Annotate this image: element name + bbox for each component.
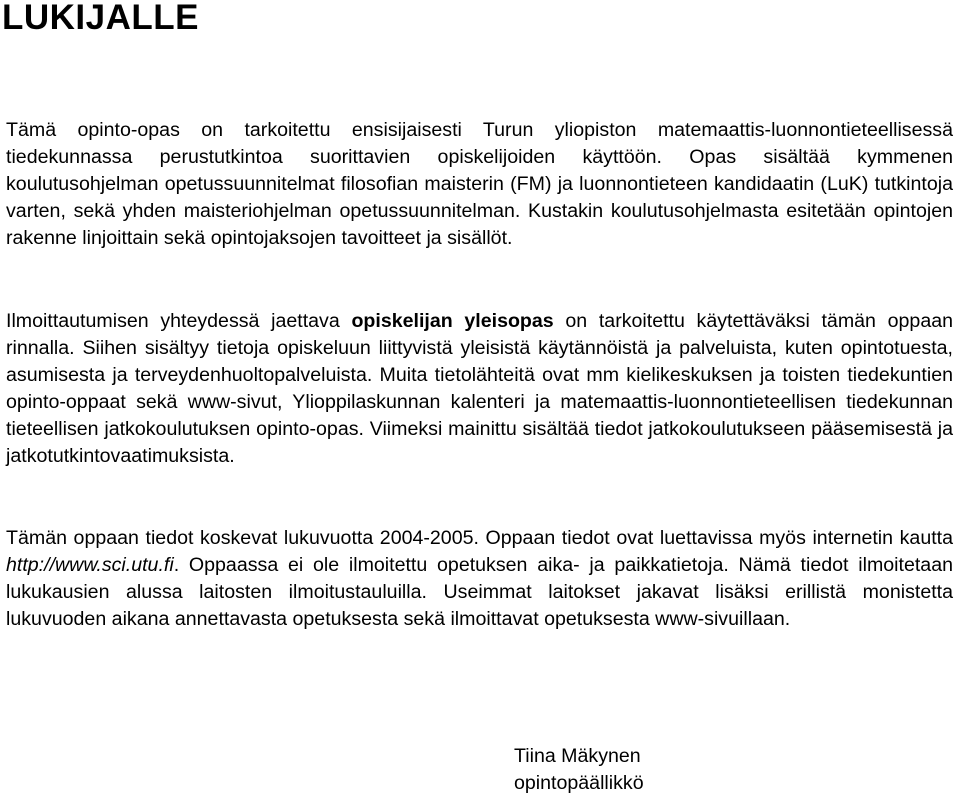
signature-block xyxy=(514,743,644,797)
website-link[interactable]: http://www.sci.utu.fi xyxy=(6,554,174,576)
intro-paragraph xyxy=(6,117,953,252)
signature-name: Tiina Mäkynen xyxy=(514,745,641,767)
validity-paragraph-start: Tämän oppaan tiedot koskevat lukuvuotta 2004-2005. Oppaan tiedot ovat luettavissa myös internetin kautta xyxy=(6,527,953,549)
general-guide-title: opiskelijan yleisopas xyxy=(351,310,554,332)
validity-paragraph xyxy=(6,525,953,633)
signature-role: opintopäällikkö xyxy=(514,772,644,794)
general-guide-paragraph-rest: on tarkoitettu käytettäväksi tämän oppaan rinnalla. Siihen sisältyy tietoja opiskeluun liittyvistä yleisistä käytännöistä ja palveluista, kuten opintotuesta, asumisesta ja terveydenhuoltopalveluista. Muita tietolähteitä ovat mm kielikeskuksen ja toisten tiedekuntien opinto-oppaat sekä www-sivut, Ylioppilaskunnan kalenteri ja matemaattis-luonnontieteellisen tiedekunnan tieteellisen jatkokoulutuksen opinto-opas. Viimeksi mainittu sisältää tiedot jatkokoulutukseen pääsemisestä ja jatkotutkintovaatimuksista. xyxy=(6,310,954,467)
intro-paragraph-text: Tämä opinto-opas on tarkoitettu ensisijaisesti Turun yliopiston matemaattis-luonnontieteellisessä tiedekunnassa perustutkintoa suorittavien opiskelijoiden käyttöön. Opas sisältää kymmenen koulutusohjelman opetussuunnitelmat filosofian maisterin (FM) ja luonnontieteen kandidaatin (LuK) tutkintoja varten, sekä yhden maisteriohjelman opetussuunnitelman. Kustakin koulutusohjelmasta esitetään opintojen rakenne linjoittain sekä opintojaksojen tavoitteet ja sisällöt. xyxy=(6,119,953,249)
validity-paragraph-rest: . Oppaassa ei ole ilmoitettu opetuksen aika- ja paikkatietoja. Nämä tiedot ilmoitetaan lukukausien alussa laitosten ilmoitustauluilla. Useimmat laitokset jakavat lisäksi erillistä monistetta lukuvuoden aikana annettavasta opetuksesta sekä ilmoittavat opetuksesta www-sivuillaan. xyxy=(6,554,953,630)
page-title: LUKIJALLE xyxy=(2,0,199,37)
general-guide-paragraph-start: Ilmoittautumisen yhteydessä jaettava xyxy=(6,310,352,332)
general-guide-paragraph xyxy=(6,308,953,470)
